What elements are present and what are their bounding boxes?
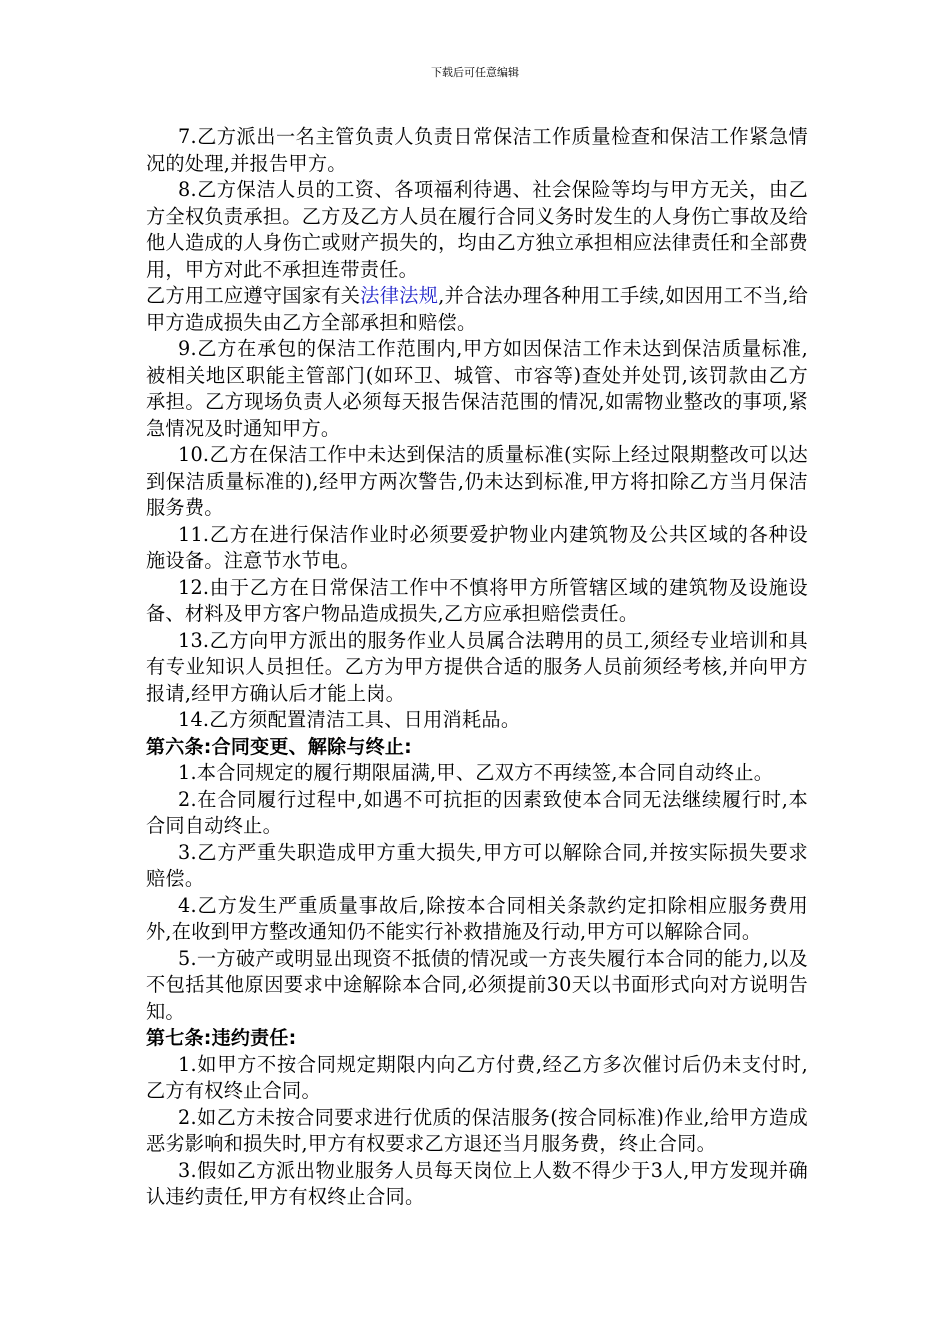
- clause-8-employment-pre: 乙方用工应遵守国家有关: [146, 284, 361, 307]
- clause-8: 8.乙方保洁人员的工资、各项福利待遇、社会保险等均与甲方无关，由乙方全权负责承担。乙方及乙方人员在履行合同义务时发生的人身伤亡事故及给他人造成的人身伤亡或财产损失的，均由乙方独立承担相应法律责任和全部费用，甲方对此不承担连带责任。: [146, 178, 808, 281]
- article-7-heading: 第七条:违约责任:: [146, 1027, 297, 1049]
- article-6-item: 4.乙方发生严重质量事故后,除按本合同相关条款约定扣除相应服务费用外,在收到甲方整改通知仍不能实行补救措施及行动,甲方可以解除合同。: [146, 893, 808, 943]
- clause-8-employment: [146, 283, 808, 336]
- laws-regulations-link[interactable]: 法律法规: [360, 284, 439, 307]
- page-header: 下载后可任意编辑: [431, 66, 519, 79]
- clause-12: 12.由于乙方在日常保洁工作中不慎将甲方所管辖区域的建筑物及设施设备、材料及甲方客户物品造成损失,乙方应承担赔偿责任。: [146, 575, 808, 625]
- clause-7: 7.乙方派出一名主管负责人负责日常保洁工作质量检查和保洁工作紧急情况的处理,并报告甲方。: [146, 125, 808, 175]
- article-7-item: 2.如乙方未按合同要求进行优质的保洁服务(按合同标准)作业,给甲方造成恶劣影响和损失时,甲方有权要求乙方退还当月服务费，终止合同。: [146, 1105, 808, 1155]
- clause-13: 13.乙方向甲方派出的服务作业人员属合法聘用的员工,须经专业培训和具有专业知识人员担任。乙方为甲方提供合适的服务人员前须经考核,并向甲方报请,经甲方确认后才能上岗。: [146, 628, 808, 705]
- article-6-item: 2.在合同履行过程中,如遇不可抗拒的因素致使本合同无法继续履行时,本合同自动终止。: [146, 787, 808, 837]
- document-body: [146, 124, 808, 1211]
- article-6-item: 5.一方破产或明显出现资不抵债的情况或一方丧失履行本合同的能力,以及不包括其他原因要求中途解除本合同,必须提前30天以书面形式向对方说明告知。: [146, 946, 808, 1023]
- article-7-item: 1.如甲方不按合同规定期限内向乙方付费,经乙方多次催讨后仍未支付时,乙方有权终止合同。: [146, 1052, 808, 1102]
- article-6-heading: 第六条:合同变更、解除与终止:: [146, 735, 412, 758]
- clause-9: 9.乙方在承包的保洁工作范围内,甲方如因保洁工作未达到保洁质量标准,被相关地区职能主管部门(如环卫、城管、市容等)查处并处罚,该罚款由乙方承担。乙方现场负责人必须每天报告保洁范围的情况,如需物业整改的事项,紧急情况及时通知甲方。: [146, 337, 808, 440]
- clause-10: 10.乙方在保洁工作中未达到保洁的质量标准(实际上经过限期整改可以达到保洁质量标准的),经甲方两次警告,仍未达到标准,甲方将扣除乙方当月保洁服务费。: [146, 443, 808, 519]
- clause-14: 14.乙方须配置清洁工具、日用消耗品。: [178, 708, 521, 731]
- article-6-item: 1.本合同规定的履行期限届满,甲、乙双方不再续签,本合同自动终止。: [178, 761, 774, 784]
- article-7-item: 3.假如乙方派出物业服务人员每天岗位上人数不得少于3人,甲方发现并确认违约责任,甲方有权终止合同。: [146, 1158, 808, 1208]
- clause-11: 11.乙方在进行保洁作业时必须要爱护物业内建筑物及公共区域的各种设施设备。注意节水节电。: [146, 522, 808, 572]
- clause-8-employment-post: ,并合法办理各种用工手续,如因用工不当,给甲方造成损失由乙方全部承担和赔偿。: [146, 284, 809, 334]
- article-6-item: 3.乙方严重失职造成甲方重大损失,甲方可以解除合同,并按实际损失要求赔偿。: [146, 840, 808, 890]
